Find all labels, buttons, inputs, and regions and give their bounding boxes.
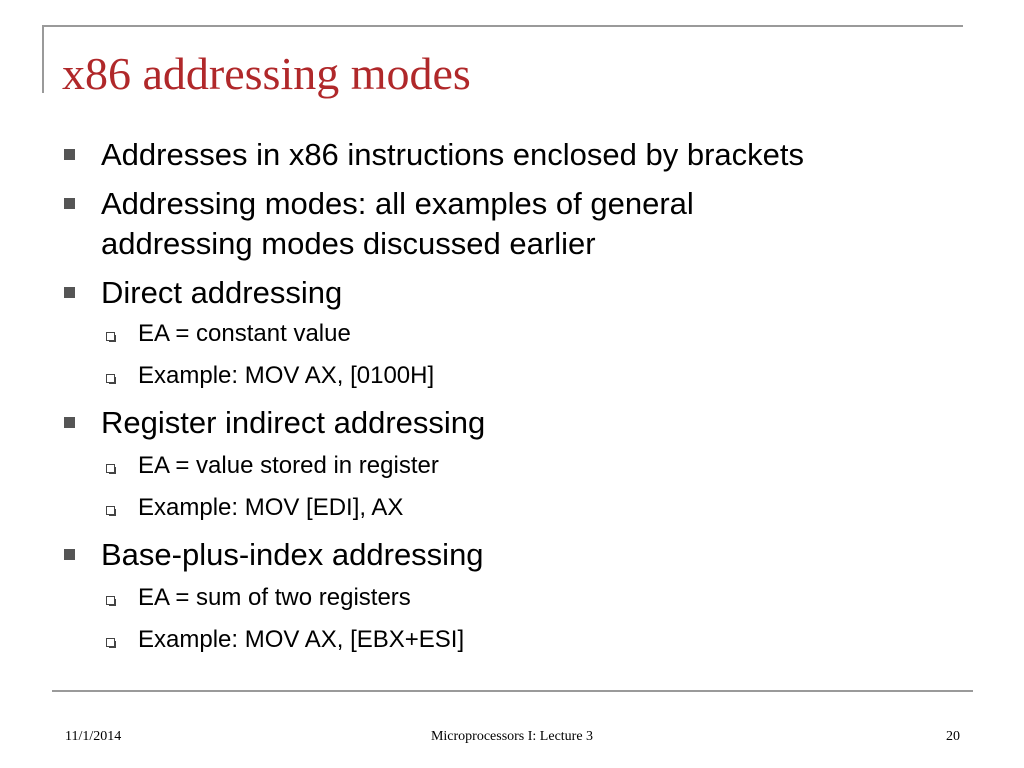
footer-course-title: Microprocessors I: Lecture 3 xyxy=(430,729,594,744)
bullet-item-1 xyxy=(101,135,981,175)
bullet-text: Direct addressing xyxy=(101,275,343,310)
sub-bullet-item xyxy=(138,582,978,614)
sub-bullet-item xyxy=(138,450,978,482)
filled-square-bullet-icon xyxy=(64,417,75,428)
bullet-text-continued: addressing modes discussed earlier xyxy=(101,226,596,261)
hollow-box-bullet-icon xyxy=(106,332,115,341)
sub-bullet-item xyxy=(138,360,978,392)
bullet-text: Addressing modes: all examples of general xyxy=(101,186,694,221)
sub-bullet-item xyxy=(138,492,978,524)
bullet-item-5 xyxy=(101,535,981,575)
footer-rule xyxy=(52,690,973,692)
hollow-box-bullet-icon xyxy=(106,464,115,473)
slide-title: x86 addressing modes xyxy=(62,48,471,99)
hollow-box-bullet-icon xyxy=(106,506,115,515)
filled-square-bullet-icon xyxy=(64,287,75,298)
bullet-item-2 xyxy=(101,184,981,264)
filled-square-bullet-icon xyxy=(64,549,75,560)
bullet-item-3 xyxy=(101,273,981,313)
sub-bullet-item xyxy=(138,318,978,350)
sub-bullet-text: EA = constant value xyxy=(138,320,351,347)
footer-page-number: 20 xyxy=(946,729,960,744)
sub-bullet-text: Example: MOV AX, [EBX+ESI] xyxy=(138,626,465,653)
footer-date: 11/1/2014 xyxy=(65,729,122,744)
hollow-box-bullet-icon xyxy=(106,374,115,383)
filled-square-bullet-icon xyxy=(64,198,75,209)
bullet-item-4 xyxy=(101,403,981,443)
sub-bullet-text: EA = value stored in register xyxy=(138,452,439,479)
bullet-text: Addresses in x86 instructions enclosed by brackets xyxy=(101,137,805,172)
sub-bullet-item xyxy=(138,624,978,656)
bullet-text: Register indirect addressing xyxy=(101,405,486,440)
sub-bullet-text: Example: MOV [EDI], AX xyxy=(138,494,404,521)
filled-square-bullet-icon xyxy=(64,149,75,160)
sub-bullet-text: EA = sum of two registers xyxy=(138,584,411,611)
bullet-text: Base-plus-index addressing xyxy=(101,537,484,572)
sub-bullet-text: Example: MOV AX, [0100H] xyxy=(138,362,435,389)
hollow-box-bullet-icon xyxy=(106,596,115,605)
hollow-box-bullet-icon xyxy=(106,638,115,647)
